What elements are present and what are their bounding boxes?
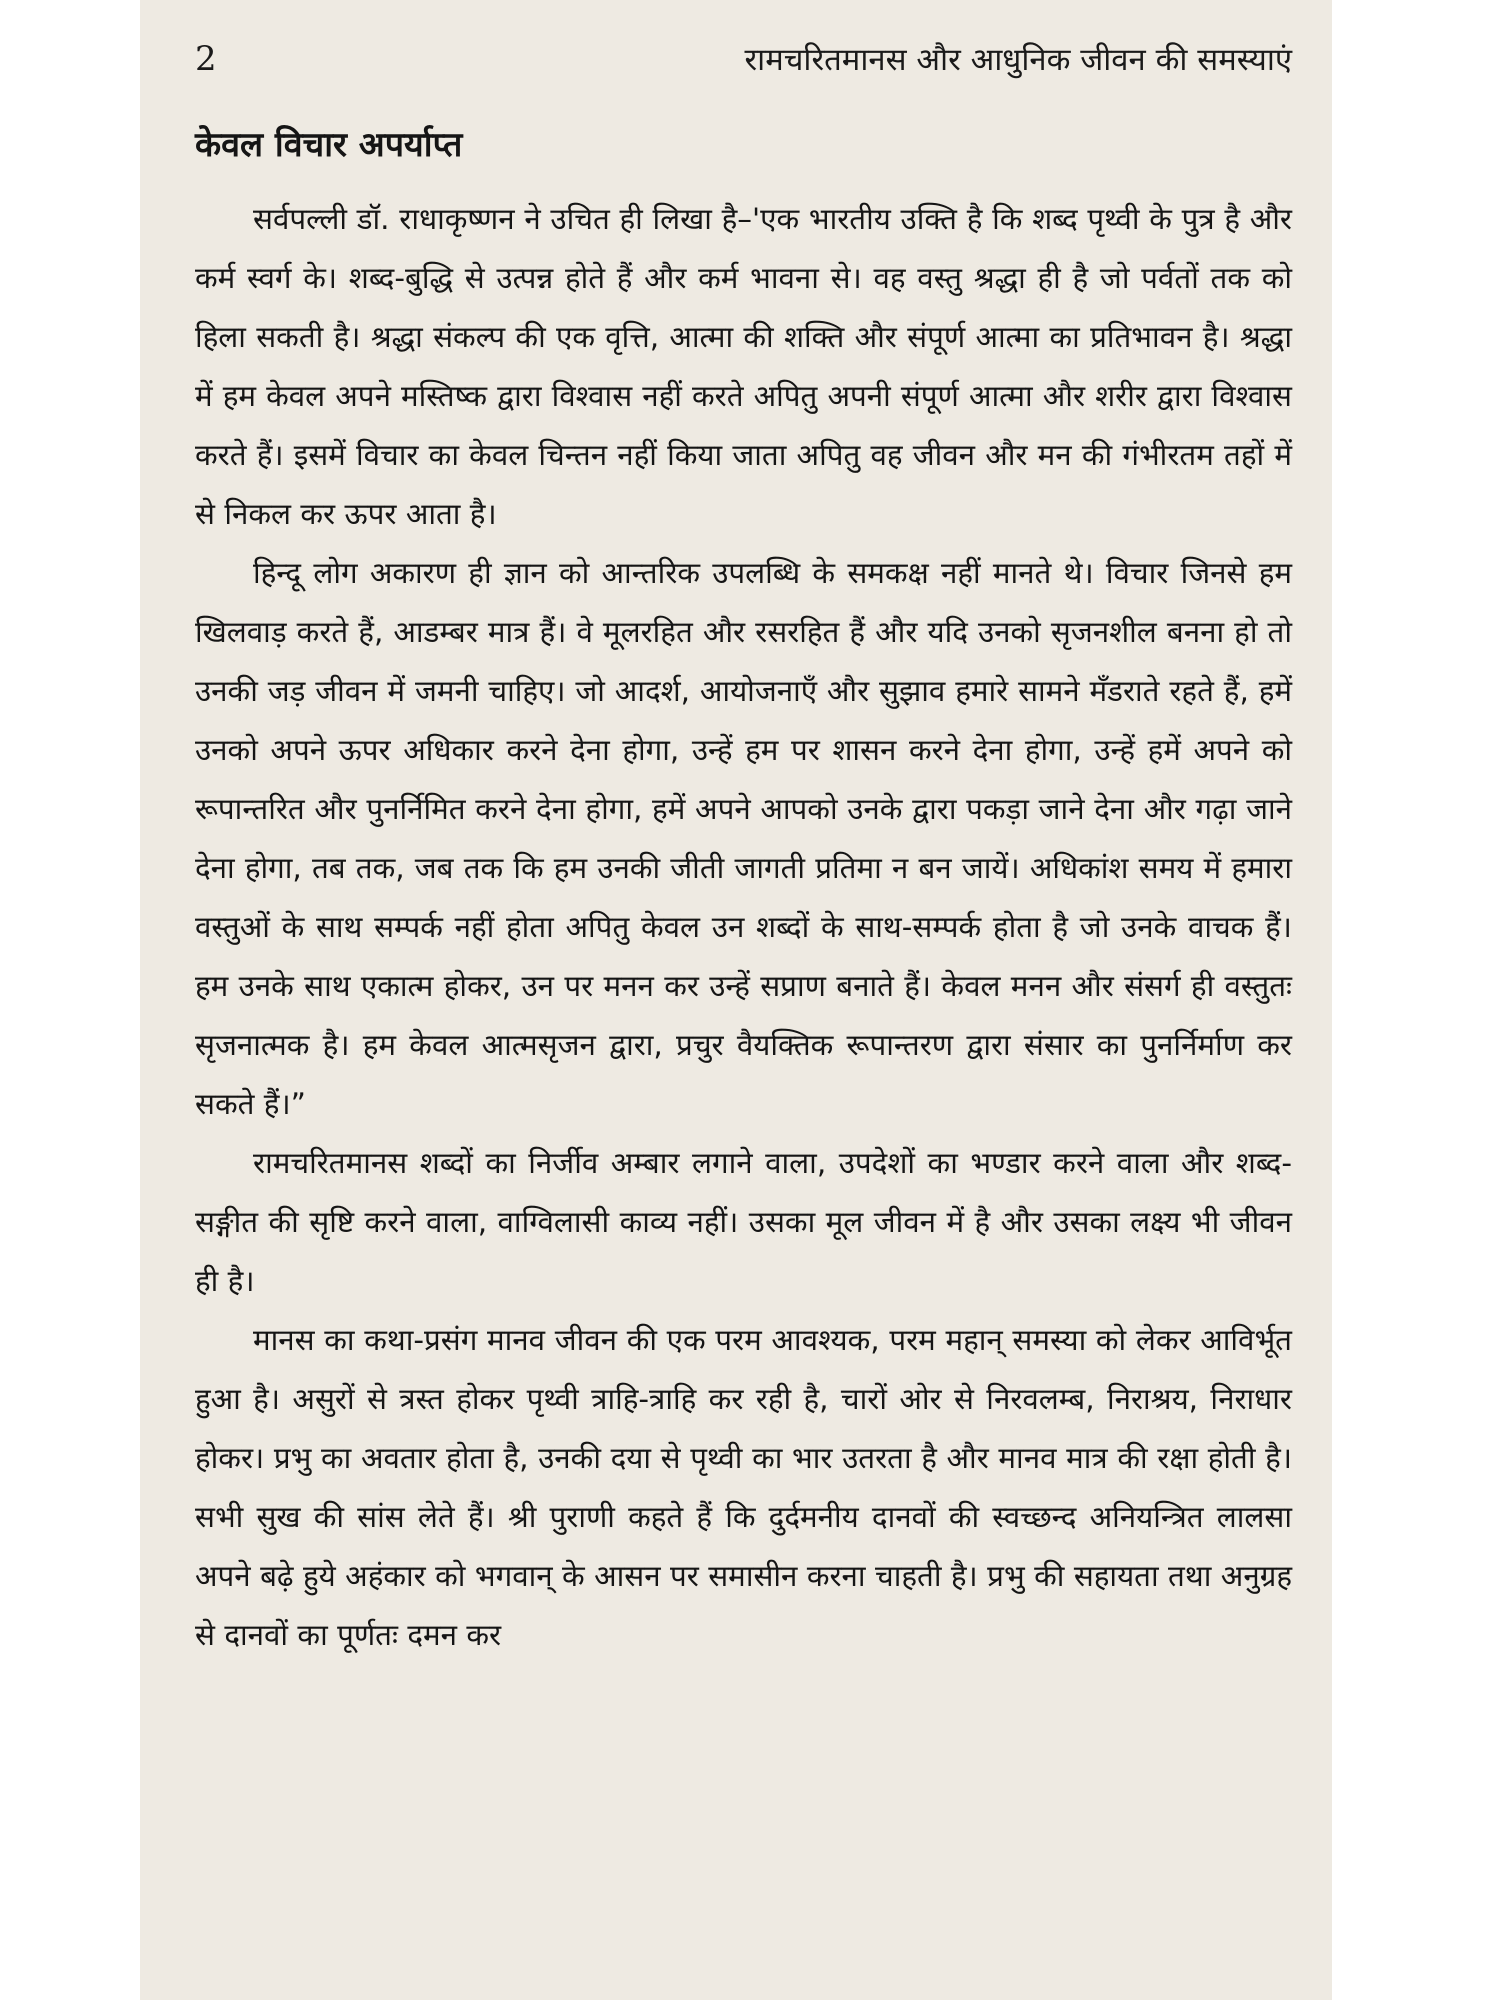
running-title: रामचरितमानस और आधुनिक जीवन की समस्याएं (744, 42, 1292, 78)
paragraph-2: हिन्दू लोग अकारण ही ज्ञान को आन्तरिक उपलब्धि के समकक्ष नहीं मानते थे। विचार जिनसे हम खिलवाड़ करते हैं, आडम्बर मात्र हैं। वे मूलरहित और रसरहित हैं और यदि उनको सृजनशील बनना हो तो उनकी जड़ जीवन में जमनी चाहिए। जो आदर्श, आयोजनाएँ और सुझाव हमारे सामने मँडराते रहते हैं, हमें उनको अपने ऊपर अधिकार करने देना होगा, उन्हें हम पर शासन करने देना होगा, उन्हें हमें अपने को रूपान्तरित और पुनर्निमित करने देना होगा, हमें अपने आपको उनके द्वारा पकड़ा जाने देना और गढ़ा जाने देना होगा, तब तक, जब तक कि हम उनकी जीती जागती प्रतिमा न बन जायें। अधिकांश समय में हमारा वस्तुओं के साथ सम्पर्क नहीं होता अपितु केवल उन शब्दों के साथ-सम्पर्क होता है जो उनके वाचक हैं। हम उनके साथ एकात्म होकर, उन पर मनन कर उन्हें सप्राण बनाते हैं। केवल मनन और संसर्ग ही वस्तुतः सृजनात्मक है। हम केवल आत्मसृजन द्वारा, प्रचुर वैयक्तिक रूपान्तरण द्वारा संसार का पुनर्निर्माण कर सकते हैं।” (195, 556, 1292, 1121)
section-heading: केवल विचार अपर्याप्त (195, 125, 463, 165)
book-page (140, 0, 1332, 2000)
page-number: 2 (195, 39, 217, 79)
page-body (195, 122, 1292, 1665)
paragraph-4: मानस का कथा-प्रसंग मानव जीवन की एक परम आवश्यक, परम महान् समस्या को लेकर आविर्भूत हुआ है। असुरों से त्रस्त होकर पृथ्वी त्राहि-त्राहि कर रही है, चारों ओर से निरवलम्ब, निराश्रय, निराधार होकर। प्रभु का अवतार होता है, उनकी दया से पृथ्वी का भार उतरता है और मानव मात्र की रक्षा होती है। सभी सुख की सांस लेते हैं। श्री पुराणी कहते हैं कि दुर्दमनीय दानवों की स्वच्छन्द अनियन्त्रित लालसा अपने बढ़े हुये अहंकार को भगवान् के आसन पर समासीन करना चाहती है। प्रभु की सहायता तथा अनुग्रह से दानवों का पूर्णतः दमन कर (195, 1323, 1292, 1652)
paragraph-3: रामचरितमानस शब्दों का निर्जीव अम्बार लगाने वाला, उपदेशों का भण्डार करने वाला और शब्द-सङ्गीत की सृष्टि करने वाला, वाग्विलासी काव्य नहीं। उसका मूल जीवन में है और उसका लक्ष्य भी जीवन ही है। (195, 1146, 1292, 1298)
running-header (195, 38, 1292, 88)
paragraph-1: सर्वपल्ली डॉ. राधाकृष्णन ने उचित ही लिखा है–'एक भारतीय उक्ति है कि शब्द पृथ्वी के पुत्र है और कर्म स्वर्ग के। शब्द-बुद्धि से उत्पन्न होते हैं और कर्म भावना से। वह वस्तु श्रद्धा ही है जो पर्वतों तक को हिला सकती है। श्रद्धा संकल्प की एक वृत्ति, आत्मा की शक्ति और संपूर्ण आत्मा का प्रतिभावन है। श्रद्धा में हम केवल अपने मस्तिष्क द्वारा विश्वास नहीं करते अपितु अपनी संपूर्ण आत्मा और शरीर द्वारा विश्वास करते हैं। इसमें विचार का केवल चिन्तन नहीं किया जाता अपितु वह जीवन और मन की गंभीरतम तहों में से निकल कर ऊपर आता है। (195, 202, 1292, 531)
